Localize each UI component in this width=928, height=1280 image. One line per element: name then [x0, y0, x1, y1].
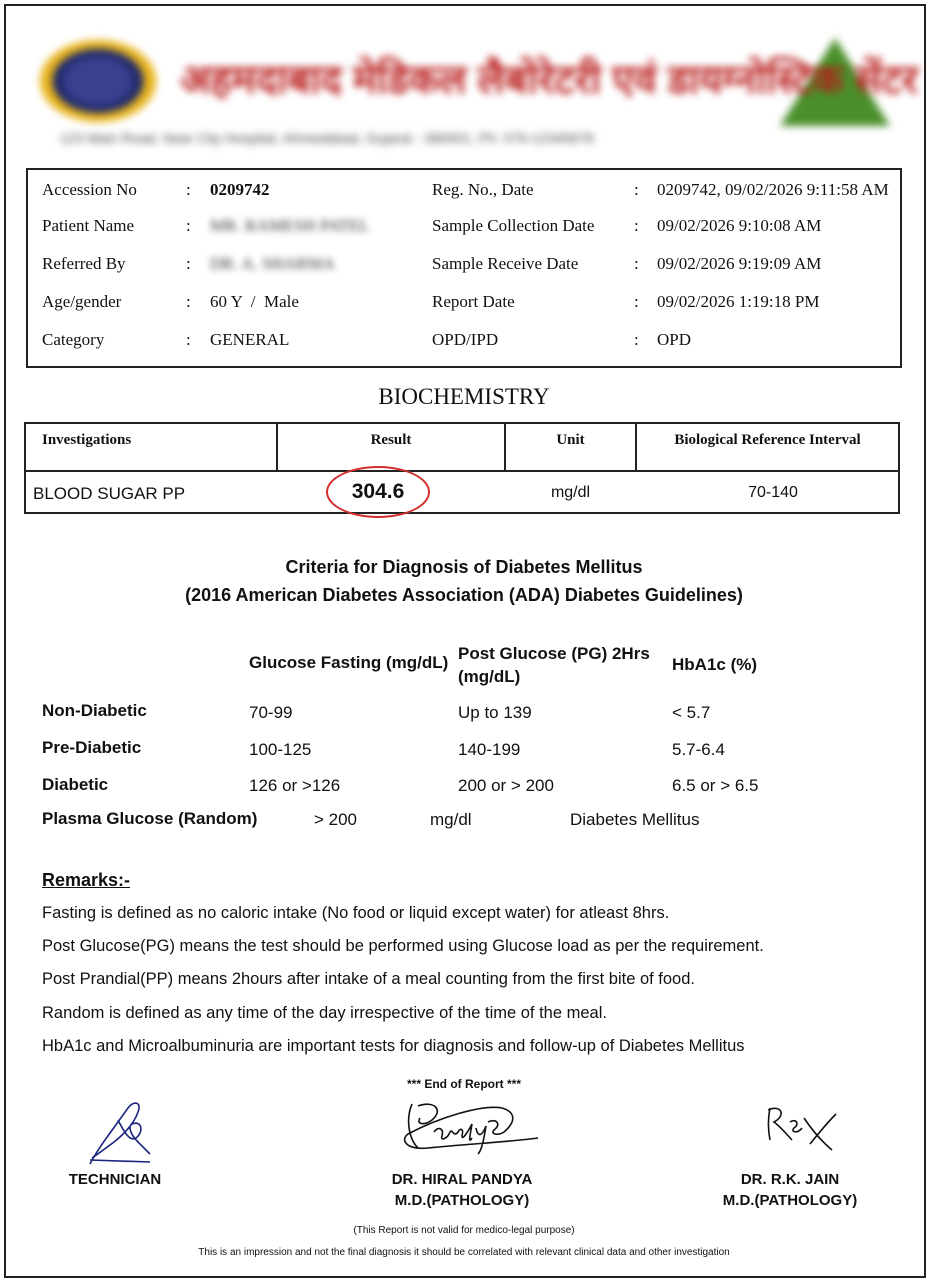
colon: : — [634, 292, 639, 311]
age-gender-label: Age/gender — [42, 292, 122, 311]
doctor2-degree: M.D.(PATHOLOGY) — [722, 1192, 858, 1209]
remark-line: Post Glucose(PG) means the test should be performed using Glucose load as per the requirement. — [42, 937, 764, 955]
colon: : — [186, 216, 191, 235]
footer-disclaimer: This is an impression and not the final diagnosis it should be correlated with relevant clinical data and other investigation — [198, 1247, 730, 1258]
criteria-row-label: Diabetic — [42, 775, 109, 794]
referred-by-value: DR. A. SHARMA — [210, 254, 335, 273]
criteria-pg-value: 140-199 — [458, 740, 521, 759]
report-date-value: 09/02/2026 1:19:18 PM — [657, 292, 820, 311]
doctor1-degree: M.D.(PATHOLOGY) — [394, 1192, 530, 1209]
reg-no-label: Reg. No., Date — [432, 180, 534, 199]
remark-line: Fasting is defined as no caloric intake (No food or liquid except water) for atleast 8hrs. — [42, 904, 670, 922]
colon: : — [186, 330, 191, 349]
category-label: Category — [42, 330, 105, 349]
hospital-logo — [40, 40, 156, 122]
test-result: 304.6 — [351, 480, 405, 503]
doctor1-name: DR. HIRAL PANDYA — [391, 1171, 533, 1188]
footer-note: (This Report is not valid for medico-legal purpose) — [353, 1225, 575, 1236]
criteria-title: Criteria for Diagnosis of Diabetes Mellitus — [285, 557, 643, 577]
sample-collection-value: 09/02/2026 9:10:08 AM — [657, 216, 822, 235]
lab-name: अहमदाबाद मेडिकल लैबोरेटरी एवं डायग्नोस्टिक सेंटर — [180, 58, 918, 102]
criteria-fasting-value: 70-99 — [249, 703, 293, 722]
doctor2-name: DR. R.K. JAIN — [740, 1171, 840, 1188]
reg-no-value: 0209742, 09/02/2026 9:11:58 AM — [657, 180, 889, 199]
report-date-label: Report Date — [432, 292, 515, 311]
random-glucose-label: Plasma Glucose (Random) — [42, 809, 258, 828]
technician-title: TECHNICIAN — [68, 1171, 162, 1188]
criteria-hba1c-value: 6.5 or > 6.5 — [672, 776, 759, 795]
colon: : — [634, 216, 639, 235]
criteria-row-label: Non-Diabetic — [42, 701, 147, 720]
opd-ipd-value: OPD — [657, 330, 692, 349]
category-value: GENERAL — [210, 330, 290, 349]
random-glucose-unit: mg/dl — [430, 810, 472, 829]
colon: : — [634, 254, 639, 273]
patient-name-label: Patient Name — [42, 216, 135, 235]
remark-line: HbA1c and Microalbuminuria are important tests for diagnosis and follow-up of Diabetes Mellitus — [42, 1037, 745, 1055]
column-header-result: Result — [370, 432, 412, 448]
criteria-fasting-value: 100-125 — [249, 740, 312, 759]
criteria-subtitle: (2016 American Diabetes Association (ADA) Diabetes Guidelines) — [185, 585, 743, 605]
test-unit: mg/dl — [550, 484, 591, 501]
column-header-reference: Biological Reference Interval — [674, 432, 861, 448]
section-title: BIOCHEMISTRY — [378, 384, 550, 409]
sample-collection-label: Sample Collection Date — [432, 216, 595, 235]
remark-line: Post Prandial(PP) means 2hours after intake of a meal counting from the first bite of food. — [42, 970, 695, 988]
colon: : — [186, 180, 191, 199]
criteria-row-label: Pre-Diabetic — [42, 738, 142, 757]
accession-value: 0209742 — [210, 180, 270, 199]
patient-name-value: MR. RAMESH PATEL — [210, 216, 370, 235]
remark-line: Random is defined as any time of the day irrespective of the time of the meal. — [42, 1004, 607, 1022]
accession-label: Accession No — [42, 180, 137, 199]
sample-receive-label: Sample Receive Date — [432, 254, 579, 273]
colon: : — [634, 180, 639, 199]
doctor1-signature — [398, 1098, 544, 1160]
test-name: BLOOD SUGAR PP — [33, 484, 186, 503]
end-of-report: *** End of Report *** — [406, 1077, 521, 1091]
table-divider — [24, 470, 900, 472]
column-header-unit: Unit — [556, 432, 585, 448]
criteria-pg-value: Up to 139 — [458, 703, 532, 722]
column-header-investigations: Investigations — [42, 432, 132, 448]
criteria-header-fasting: Glucose Fasting (mg/dL) — [249, 653, 449, 672]
criteria-fasting-value: 126 or >126 — [249, 776, 341, 795]
age-gender-value: 60 Y / Male — [210, 292, 299, 311]
criteria-hba1c-value: 5.7-6.4 — [672, 740, 725, 759]
technician-signature — [84, 1098, 154, 1170]
criteria-header-hba1c: HbA1c (%) — [672, 655, 758, 674]
doctor2-signature — [760, 1100, 840, 1156]
test-reference-range: 70-140 — [748, 484, 798, 501]
random-glucose-value: > 200 — [314, 810, 358, 829]
criteria-pg-value: 200 or > 200 — [458, 776, 554, 795]
colon: : — [186, 292, 191, 311]
criteria-header-pg: Post Glucose (PG) 2Hrs — [458, 644, 650, 663]
lab-address: 123 Main Road, Near City Hospital, Ahmedabad, Gujarat - 380001, Ph: 079-12345678 — [60, 130, 594, 146]
colon: : — [634, 330, 639, 349]
random-glucose-diagnosis: Diabetes Mellitus — [570, 810, 700, 829]
sample-receive-value: 09/02/2026 9:19:09 AM — [657, 254, 822, 273]
colon: : — [186, 254, 191, 273]
criteria-header-pg-unit: (mg/dL) — [458, 667, 521, 686]
criteria-hba1c-value: < 5.7 — [672, 703, 711, 722]
referred-by-label: Referred By — [42, 254, 126, 273]
remarks-title: Remarks:- — [42, 870, 131, 890]
opd-ipd-label: OPD/IPD — [432, 330, 499, 349]
